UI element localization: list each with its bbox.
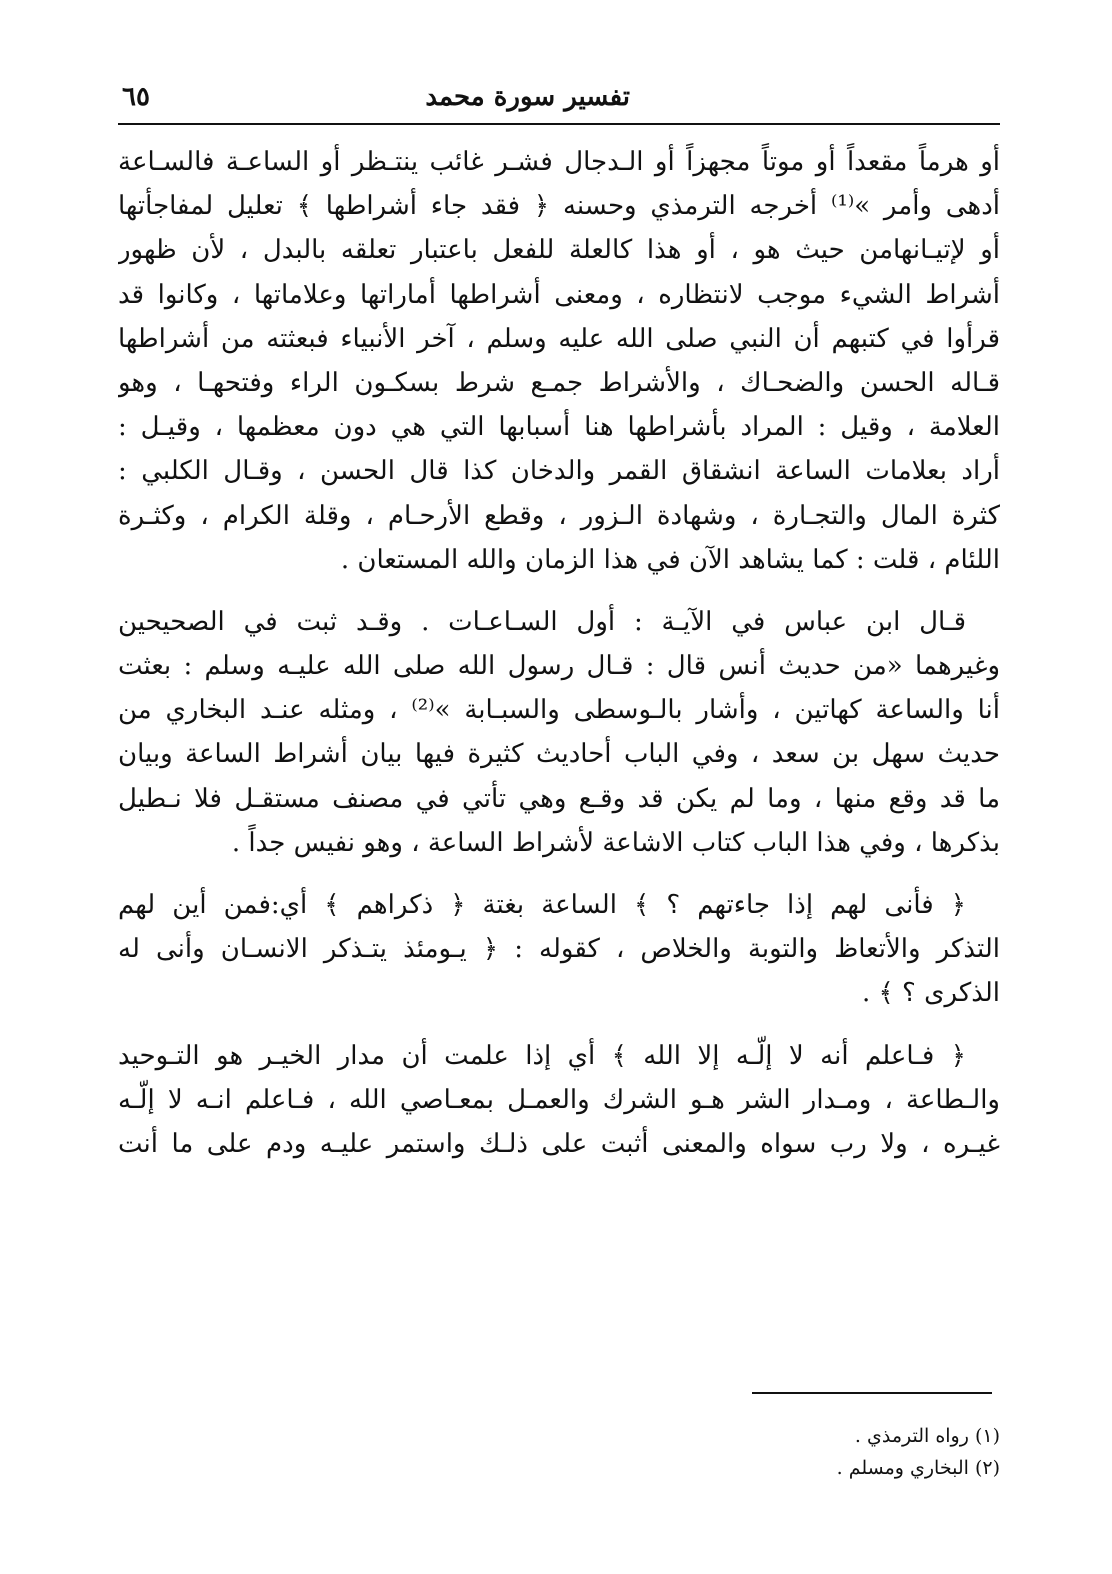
text-line: الذكرى ؟ ﴾ . bbox=[862, 978, 1000, 1009]
text-line: التذكر والأتعاظ والتوبة والخلاص ، كقوله : ﴿ يـومئذ يتـذكر الانسـان وأنى له bbox=[118, 934, 1000, 965]
text-line: والـطاعة ، ومـدار الشر هـو الشرك والعمـل بمعـاصي الله ، فـاعلم انـه لا إلّـه bbox=[118, 1084, 1000, 1115]
text-line: أدهى وأمر »⁽¹⁾ أخرجه الترمذي وحسنه ﴿ فقد جاء أشراطها ﴾ تعليل لمفاجأتها bbox=[118, 191, 1000, 222]
text-line: حديث سهل بن سعد ، وفي الباب أحاديث كثيرة فيها بيان أشراط الساعة وبيان bbox=[118, 739, 1000, 770]
text-line: أو هرماً مقعداً أو موتاً مجهزاً أو الـدجال فشـر غائب ينتـظر أو الساعـة فالسـاعة bbox=[118, 147, 1000, 177]
text-line: اللئام ، قلت : كما يشاهد الآن في هذا الزمان والله المستعان . bbox=[340, 544, 1000, 575]
text-line: ما قد وقع منها ، وما لم يكن قد وقـع وهي تأتي في مصنف مستقـل فلا نـطيل bbox=[118, 783, 1000, 814]
text-line: غيـره ، ولا رب سواه والمعنى أثبت على ذلـك واستمر عليـه ودم على ما أنت bbox=[118, 1128, 1000, 1159]
footnote: (١) رواه الترمذي . bbox=[854, 1425, 1000, 1447]
footnote: (٢) البخاري ومسلم . bbox=[836, 1457, 1000, 1479]
paragraph bbox=[118, 883, 1000, 1016]
text-line: ﴿ فـاعلم أنه لا إلّـه إلا الله ﴾ أي إذا علمت أن مدار الخيـر هو التـوحيد bbox=[118, 1040, 966, 1071]
text-line: أو لإتيـانهامن حيث هو ، أو هذا كالعلة للفعل باعتبار تعلقه بالبدل ، لأن ظهور bbox=[118, 235, 1000, 266]
paragraph bbox=[118, 140, 1000, 582]
paragraph-gap bbox=[118, 865, 1000, 883]
text-line: أراد بعلامات الساعة انشقاق القمر والدخان كذا قال الحسن ، وقـال الكلبي : bbox=[118, 456, 1000, 487]
text-line: قـاله الحسن والضحـاك ، والأشراط جمـع شرط بسكـون الراء وفتحهـا ، وهو bbox=[118, 367, 1000, 398]
text-line: ﴿ فأنى لهم إذا جاءتهم ؟ ﴾ الساعة بغتة ﴿ ذكراهم ﴾ أي:فمن أين لهم bbox=[118, 890, 966, 920]
text-line: أشراط الشيء موجب لانتظاره ، ومعنى أشراطها أماراتها وعلاماتها ، وكانوا قد bbox=[118, 279, 1000, 310]
footnotes bbox=[118, 1420, 1000, 1484]
paragraph-gap bbox=[118, 1016, 1000, 1034]
header-rule bbox=[118, 123, 1000, 125]
paragraph bbox=[118, 600, 1000, 865]
text-line: وغيرهما «من حديث أنس قال : قـال رسول الله صلى الله عليـه وسلم : بعثت bbox=[118, 651, 1000, 682]
text-line: العلامة ، وقيل : المراد بأشراطها هنا أسبابها التي هي دون معظمها ، وقيـل : bbox=[118, 412, 1000, 443]
text-line: قـال ابن عباس في الآيـة : أول السـاعـات . وقـد ثبت في الصحيحين bbox=[118, 606, 966, 637]
header-title: تفسير سورة محمد bbox=[425, 82, 630, 112]
running-header bbox=[118, 80, 1000, 122]
page-number: ٦٥ bbox=[122, 82, 150, 112]
paragraph-gap bbox=[118, 582, 1000, 600]
text-line: أنا والساعة كهاتين ، وأشار بالـوسطى والسبـابة »⁽²⁾ ، ومثله عنـد البخاري من bbox=[118, 695, 1000, 726]
text-line: كثرة المال والتجـارة ، وشهادة الـزور ، وقطع الأرحـام ، وقلة الكرام ، وكثـرة bbox=[118, 500, 1000, 531]
text-line: قرأوا في كتبهم أن النبي صلى الله عليه وسلم ، آخر الأنبياء فبعثته من أشراطها bbox=[118, 323, 1000, 354]
text-line: بذكرها ، وفي هذا الباب كتاب الاشاعة لأشراط الساعة ، وهو نفيس جداً . bbox=[231, 827, 1000, 858]
paragraph bbox=[118, 1034, 1000, 1167]
main-text bbox=[118, 140, 1000, 1166]
footnote-rule bbox=[752, 1392, 992, 1394]
